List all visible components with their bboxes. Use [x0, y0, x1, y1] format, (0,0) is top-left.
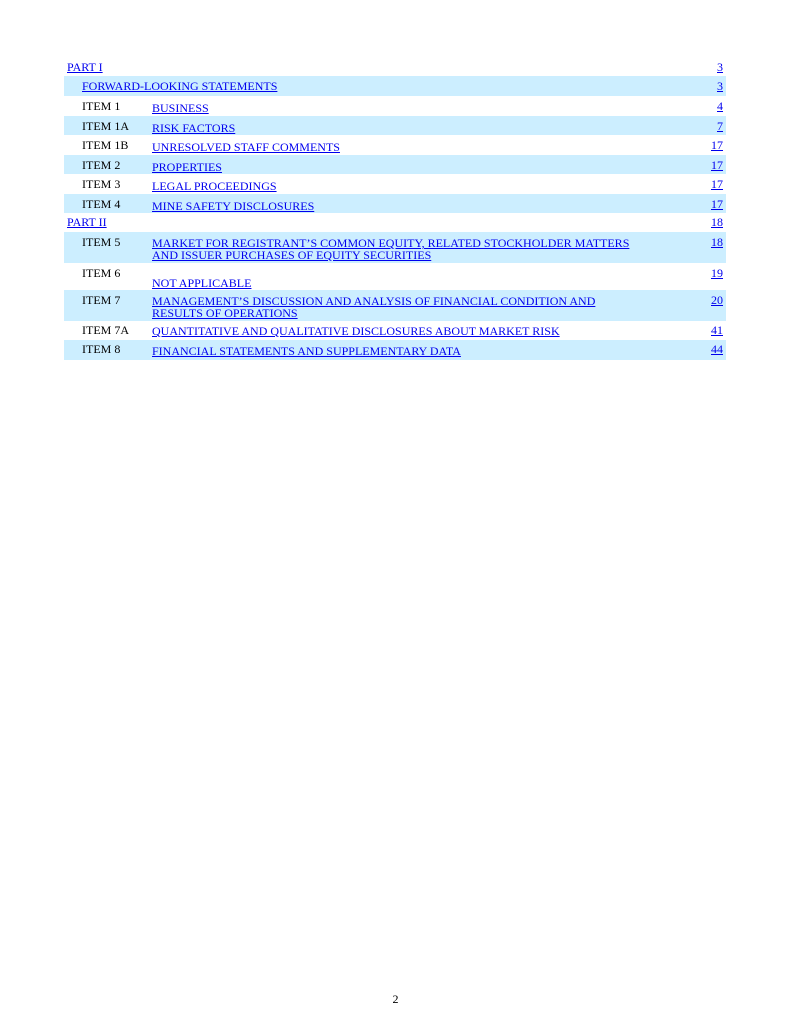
toc-row-item-4	[64, 194, 726, 213]
item-7-page-link[interactable]: 20	[711, 293, 723, 307]
toc-row-item-7a	[64, 321, 726, 340]
item-7a-title-link[interactable]: QUANTITATIVE AND QUALITATIVE DISCLOSURES ABOUT MARKET RISK	[152, 324, 560, 338]
item-5-page-link[interactable]: 18	[711, 235, 723, 249]
forward-looking-link[interactable]: FORWARD-LOOKING STATEMENTS	[82, 79, 278, 93]
toc-row-part-1	[64, 57, 726, 76]
item-8-page-link[interactable]: 44	[711, 342, 723, 356]
item-6-label: ITEM 6	[82, 266, 121, 280]
item-1-label: ITEM 1	[82, 99, 121, 113]
item-1a-page-link[interactable]: 7	[717, 119, 723, 133]
part-1-link[interactable]: PART I	[67, 60, 103, 74]
item-8-title-link[interactable]: FINANCIAL STATEMENTS AND SUPPLEMENTARY DATA	[152, 344, 461, 358]
item-3-label: ITEM 3	[82, 177, 121, 191]
item-2-label: ITEM 2	[82, 158, 121, 172]
item-1a-label: ITEM 1A	[82, 119, 129, 133]
item-7-label: ITEM 7	[82, 293, 121, 307]
toc-row-part-2	[64, 213, 726, 232]
toc-row-item-5	[64, 232, 726, 263]
item-6-title-link[interactable]: NOT APPLICABLE	[152, 276, 252, 290]
table-of-contents	[64, 57, 726, 360]
item-1a-title-link[interactable]: RISK FACTORS	[152, 121, 236, 135]
item-1b-page-link[interactable]: 17	[711, 138, 723, 152]
item-5-title	[152, 237, 629, 261]
item-4-title-link[interactable]: MINE SAFETY DISCLOSURES	[152, 199, 315, 213]
toc-row-item-6	[64, 263, 726, 290]
item-3-page-link[interactable]: 17	[711, 177, 723, 191]
item-5-label: ITEM 5	[82, 235, 121, 249]
item-1-page-link[interactable]: 4	[717, 99, 723, 113]
part-2-page-link[interactable]: 18	[711, 215, 723, 229]
part-2-link[interactable]: PART II	[67, 215, 107, 229]
toc-row-item-2	[64, 155, 726, 174]
forward-looking-page-link[interactable]: 3	[717, 79, 723, 93]
toc-row-item-1a	[64, 116, 726, 135]
item-2-page-link[interactable]: 17	[711, 158, 723, 172]
item-7-title-link-line-1[interactable]: MANAGEMENT’S DISCUSSION AND ANALYSIS OF FINANCIAL CONDITION AND	[152, 294, 596, 308]
item-2-title-link[interactable]: PROPERTIES	[152, 160, 222, 174]
item-7-title-link-line-2[interactable]: RESULTS OF OPERATIONS	[152, 306, 298, 320]
item-7a-label: ITEM 7A	[82, 323, 129, 337]
item-6-page-link[interactable]: 19	[711, 266, 723, 280]
toc-row-forward-looking	[64, 76, 726, 96]
item-7-title	[152, 295, 595, 319]
item-1-title-link[interactable]: BUSINESS	[152, 101, 209, 115]
toc-row-item-8	[64, 340, 726, 360]
part-1-page-link[interactable]: 3	[717, 60, 723, 74]
item-4-label: ITEM 4	[82, 197, 121, 211]
item-7a-page-link[interactable]: 41	[711, 323, 723, 337]
item-5-title-link-line-1[interactable]: MARKET FOR REGISTRANT’S COMMON EQUITY, RELATED STOCKHOLDER MATTERS	[152, 236, 630, 250]
item-4-page-link[interactable]: 17	[711, 197, 723, 211]
item-1b-label: ITEM 1B	[82, 138, 129, 152]
item-8-label: ITEM 8	[82, 342, 121, 356]
item-3-title-link[interactable]: LEGAL PROCEEDINGS	[152, 179, 277, 193]
toc-row-item-1b	[64, 135, 726, 155]
page-number: 2	[392, 992, 399, 1006]
item-5-title-link-line-2[interactable]: AND ISSUER PURCHASES OF EQUITY SECURITIES	[152, 248, 432, 262]
toc-row-item-3	[64, 174, 726, 194]
toc-row-item-7	[64, 290, 726, 321]
toc-row-item-1	[64, 96, 726, 116]
item-1b-title-link[interactable]: UNRESOLVED STAFF COMMENTS	[152, 140, 340, 154]
